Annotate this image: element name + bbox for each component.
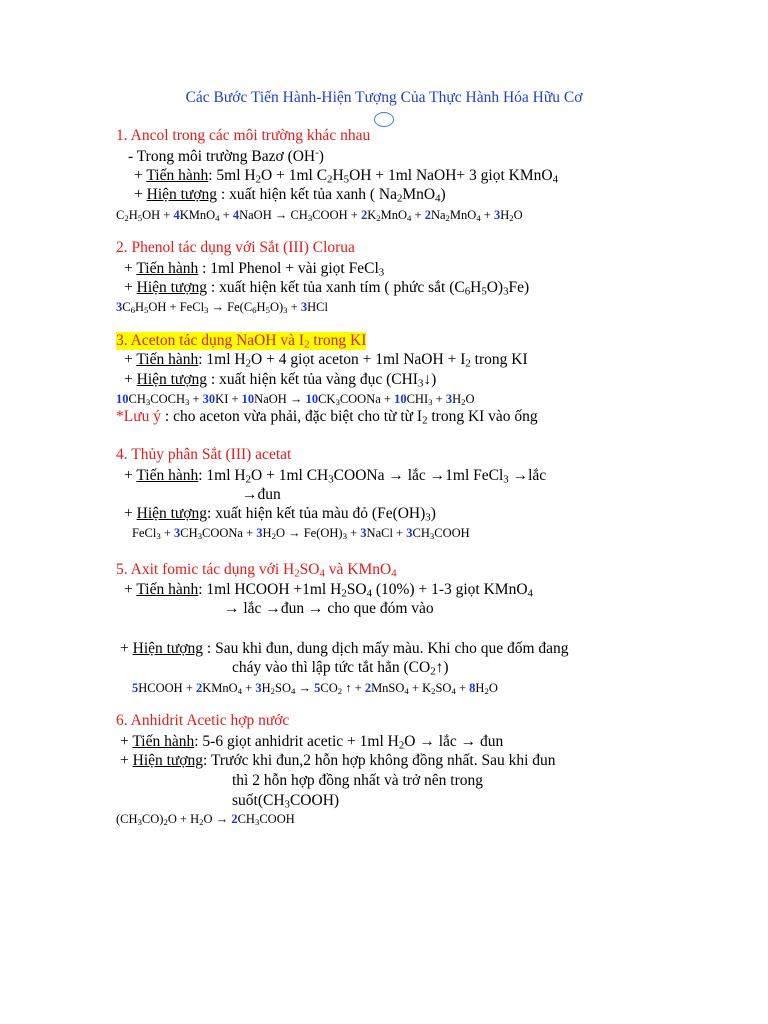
section-4-heading: 4. Thủy phân Sắt (III) acetat	[116, 446, 292, 463]
phenomenon-label: Hiện tượng	[132, 640, 204, 657]
procedure-text: 1ml HCOOH +1ml $H_2SO_4$ (10%) + 1-3 giọt KMnO$_4$	[206, 581, 533, 600]
phenomenon-text: Trước khi đun,2 hỗn hợp không đồng nhất. Sau khi đun	[210, 752, 556, 769]
phenomenon-label: Hiện tượng	[136, 505, 208, 522]
phenomenon-label: Hiện tượng	[136, 371, 208, 388]
section-1-heading: 1. Ancol trong các môi trường khác nhau	[116, 127, 371, 144]
section-1-env: - Trong môi trường Bazơ (OH-)	[128, 146, 324, 165]
note-label: *Lưu ý	[116, 408, 161, 425]
section-3-note: *Lưu ý : cho aceton vừa phải, đặc biệt cho từ từ $I_2$ trong KI vào ống	[116, 408, 538, 427]
section-6-procedure: + Tiến hành: 5-6 giọt anhidrit acetic + 1ml $H_2O$ → lắc → đun	[120, 733, 504, 752]
procedure-text: 1ml $H_2O + 1ml$ $CH_3COONa$ → lắc →1ml FeCl$_3$ →lắc	[206, 467, 547, 486]
phenomenon-text: xuất hiện kết tủa vàng đục $(CHI_3↓)$	[219, 371, 437, 390]
phenomenon-text: Sau khi đun, dung dịch mấy màu. Khi cho que đốm đang	[215, 640, 569, 657]
section-3-heading: 3. Aceton tác dụng NaOH và $I_2$ trong KI	[116, 332, 367, 351]
section-6-phenomenon-cont: thì 2 hỗn hợp đồng nhất và trở nên trong	[232, 772, 484, 789]
section-4-procedure-cont: →đun	[242, 486, 281, 503]
note-text: cho aceton vừa phải, đặc biệt cho từ từ $I_2$ trong KI vào ống	[173, 408, 538, 427]
section-5-phenomenon: + Hiện tượng : Sau khi đun, dung dịch mấy màu. Khi cho que đốm đang	[120, 640, 569, 657]
section-5-phenomenon-cont: cháy vào thì lập tức tắt hẳn $(CO_2↑)$	[232, 659, 449, 678]
section-5-procedure-cont: → lắc →đun → cho que đóm vào	[224, 600, 434, 617]
circle-mark	[374, 112, 394, 127]
section-4-procedure: + Tiến hành: 1ml $H_2O + 1ml$ $CH_3COONa$ → lắc →1ml FeCl$_3$ →lắc	[124, 467, 547, 486]
phenomenon-label: Hiện tượng	[136, 279, 208, 296]
section-6-phenomenon-cont2: $suốt(CH_3COOH)$	[232, 792, 340, 811]
section-1-equation: $C_2H_5OH$ + 4KMnO$_4$ + 4NaOH → $CH_3COOH + 2K_2MnO_4 + 2Na_2MnO_4 + 3H_2O$	[116, 208, 523, 224]
section-2-procedure: + Tiến hành : 1ml Phenol + vài giọt FeCl$_3$	[124, 260, 385, 279]
procedure-text: 5ml $H_2O + 1ml$ $C_2H_5OH + 1ml$ NaOH+ 3 giọt KMnO$_4$	[216, 167, 558, 186]
section-5-heading: 5. Axit fomic tác dụng với $H_2SO_4$ và KMnO$_4$	[116, 561, 397, 580]
procedure-label: Tiến hành	[146, 167, 209, 184]
section-2-equation: $3C_6H_5OH$ + FeCl$_3$ → $Fe(C_6H_5O)_3 + 3HCl$	[116, 300, 328, 316]
procedure-text: 1ml $H_2O + 4$ giọt aceton + 1ml NaOH + $I_2$ trong KI	[206, 351, 528, 370]
section-3-equation: $10CH_3COCH_3 + 30KI$ + 10NaOH → $10CK_3COONa + 10CHI_3 + 3H_2O$	[116, 392, 475, 408]
section-3-phenomenon: + Hiện tượng : xuất hiện kết tủa vàng đục $(CHI_3↓)$	[124, 371, 437, 390]
section-2-heading: 2. Phenol tác dụng với Sắt (III) Clorua	[116, 239, 355, 256]
procedure-label: Tiến hành	[136, 260, 199, 277]
section-5-procedure: + Tiến hành: 1ml HCOOH +1ml $H_2SO_4$ (10%) + 1-3 giọt KMnO$_4$	[124, 581, 533, 600]
section-6-equation: $(CH_3CO)_2O + H_2O$ → $2CH_3COOH$	[116, 812, 295, 828]
phenomenon-text: xuất hiện kết tủa màu đỏ $(Fe(OH)_3)$	[215, 505, 436, 524]
section-3-procedure: + Tiến hành: 1ml $H_2O + 4$ giọt aceton + 1ml NaOH + $I_2$ trong KI	[124, 351, 528, 370]
section-6-phenomenon: + Hiện tượng: Trước khi đun,2 hỗn hợp không đồng nhất. Sau khi đun	[120, 752, 556, 769]
section-1-phenomenon: + Hiện tượng : xuất hiện kết tủa xanh ( $Na_2MnO_4$)	[134, 186, 446, 205]
section-4-phenomenon: + Hiện tượng: xuất hiện kết tủa màu đỏ $(Fe(OH)_3)$	[124, 505, 436, 524]
section-5-equation: 5HCOOH + 2KMnO$_4$ + $3H_2SO_4 \to 5CO_2$ ↑ + 2MnSO$_4$ + $K_2SO_4 + 8H_2O$	[132, 681, 498, 697]
procedure-label: Tiến hành	[136, 581, 199, 598]
phenomenon-label: Hiện tượng	[132, 752, 204, 769]
procedure-label: Tiến hành	[136, 351, 199, 368]
section-6-heading: 6. Anhidrit Acetic hợp nước	[116, 712, 290, 729]
phenomenon-text: xuất hiện kết tủa xanh tím ( phức sắt $(C_6H_5O)_3Fe$)	[219, 279, 530, 298]
procedure-label: Tiến hành	[136, 467, 199, 484]
document-title: Các Bước Tiến Hành-Hiện Tượng Của Thực Hành Hóa Hữu Cơ	[185, 89, 583, 106]
procedure-text: 5-6 giọt anhidrit acetic + 1ml $H_2O$ → lắc → đun	[202, 733, 504, 752]
phenomenon-text: xuất hiện kết tủa xanh ( $Na_2MnO_4$)	[229, 186, 446, 205]
section-2-phenomenon: + Hiện tượng : xuất hiện kết tủa xanh tím ( phức sắt $(C_6H_5O)_3Fe$)	[124, 279, 530, 298]
procedure-label: Tiến hành	[132, 733, 195, 750]
section-1-procedure: + Tiến hành: 5ml $H_2O + 1ml$ $C_2H_5OH + 1ml$ NaOH+ 3 giọt KMnO$_4$	[134, 167, 558, 186]
phenomenon-label: Hiện tượng	[146, 186, 218, 203]
section-4-equation: FeCl$_3$ + $3CH_3COONa + 3H_2O \to Fe(OH)_3$ + 3NaCl + $3CH_3COOH$	[132, 526, 470, 542]
procedure-text: 1ml Phenol + vài giọt FeCl$_3$	[210, 260, 385, 279]
